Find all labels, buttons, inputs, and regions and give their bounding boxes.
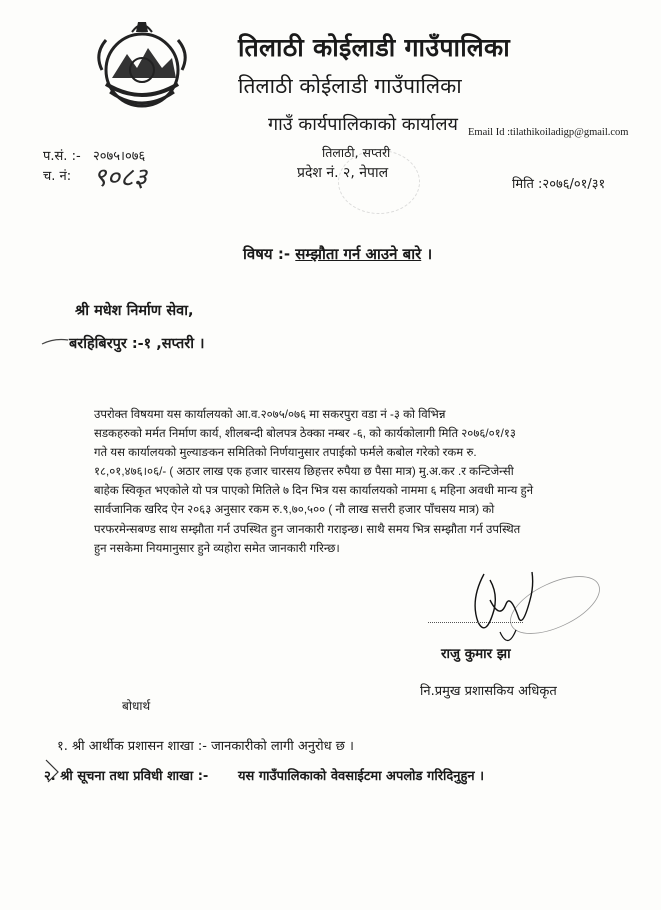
letter-date: मिति :२०७६/०१/३१ — [512, 177, 606, 192]
body-line: १८,०१,४७६।०६/- ( अठार लाख एक हजार चारसय छिहत्तर रुपैया छ पैसा मात्र) मु.अ.कर .र कन्टिजेन्सी — [94, 465, 514, 479]
cc-item-1: १. श्री आर्थीक प्रशासन शाखा :- जानकारीको लागी अनुरोध छ । — [57, 739, 354, 754]
body-line: उपरोक्त विषयमा यस कार्यालयको आ.व.२०७५/०७६ मा सकरपुरा वडा नं -३ को विभिन्न — [94, 408, 446, 421]
body-line: सडकहरुको मर्मत निर्माण कार्य, शीलबन्दी बोलपत्र ठेक्का नम्बर -६, को कार्यकोलागी मिति २०७६/०१/१३ — [94, 427, 516, 441]
subject-label: विषय :- — [243, 245, 291, 263]
email-address: Email Id :tilathikoiladigp@gmail.com — [468, 127, 629, 138]
cc-title: बोधार्थ — [122, 699, 151, 713]
cc-item-2-label: २. श्री सूचना तथा प्रविधी शाखा :- — [44, 769, 209, 784]
address-line-1: तिलाठी, सप्तरी — [322, 145, 391, 160]
office-name: गाउँ कार्यपालिकाको कार्यालय — [268, 114, 458, 135]
body-line: बाहेक स्विकृत भएकोले यो पत्र पाएको मितिले ७ दिन भित्र यस कार्यालयको नाममा ६ महिना अवधी मान्य हुने — [94, 484, 534, 498]
body-line: सार्वजानिक खरिद ऐन २०६३ अनुसार रकम रु.९,७०,५०० ( नौ लाख सत्तरी हजार पाँचसय मात्र) को — [94, 503, 495, 517]
nepal-emblem-icon — [92, 14, 192, 118]
dispatch-number: ९०८३ — [93, 163, 148, 193]
org-name: तिलाठी कोईलाडी गाउँपालिका — [238, 33, 511, 62]
ref-value: २०७५।०७६ — [93, 149, 146, 164]
body-line: गते यस कार्यालयको मुल्याङकन समितिको निर्णयानुसार तपाईको फर्मले कबोल गरेको रकम रु. — [94, 446, 477, 460]
signatory-name: राजु कुमार झा — [441, 646, 511, 662]
org-name-alt: तिलाठी कोईलाडी गाउँपालिका — [238, 74, 462, 98]
recipient-address: बरहिबिरपुर :-१ ,सप्तरी । — [69, 336, 205, 352]
pen-mark — [40, 336, 70, 346]
ref-label: प.सं. :- — [43, 149, 81, 164]
subject-end: । — [421, 245, 433, 263]
dispatch-label: च. नं: — [43, 169, 72, 184]
signature-line — [428, 622, 523, 623]
body-line: हुन नसकेमा नियमानुसार हुने व्यहोरा समेत जानकारी गरिन्छ। — [94, 541, 340, 555]
cc-item-2-text: यस गाउँपालिकाको वेवसाईटमा अपलोड गरिदिनुहुन । — [238, 769, 485, 784]
address-line-2: प्रदेश नं. २, नेपाल — [297, 165, 389, 181]
recipient-name: श्री मधेश निर्माण सेवा, — [75, 303, 194, 319]
letter-body — [94, 405, 624, 558]
subject-text: सम्झौता गर्न आउने बारे — [295, 245, 422, 263]
body-line: परफरमेन्सबण्ड साथ सम्झौता गर्न उपस्थित हुन जानकारी गराइन्छ। साथै समय भित्र सम्झौता गर्न उपस्थित — [94, 522, 521, 536]
signatory-title: नि.प्रमुख प्रशासकिय अधिकृत — [420, 684, 557, 699]
subject-line — [243, 244, 432, 264]
